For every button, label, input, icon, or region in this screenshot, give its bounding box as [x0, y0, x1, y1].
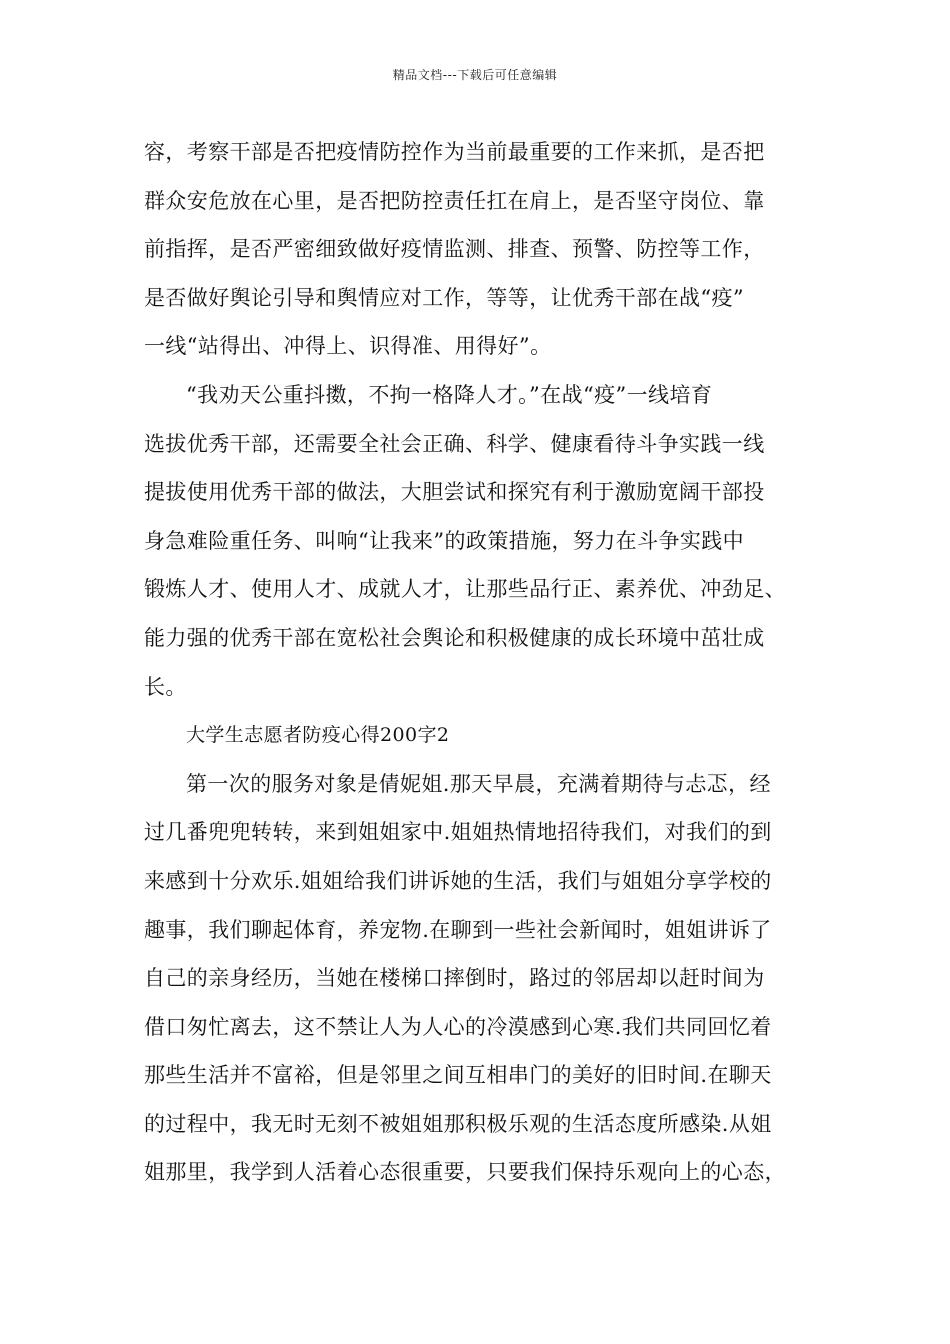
- paragraph-line: 的过程中，我无时无刻不被姐姐那积极乐观的生活态度所感染.从姐: [144, 1111, 772, 1136]
- paragraph-line: 借口匆忙离去，这不禁让人为人心的冷漠感到心寒.我们共同回忆着: [144, 1014, 772, 1039]
- paragraph-line: 身急难险重任务、叫响“让我来”的政策措施，努力在斗争实践中: [144, 528, 745, 553]
- paragraph-line: 第一次的服务对象是倩妮姐.那天早晨，充满着期待与忐忑，经: [186, 771, 771, 796]
- paragraph-line: 提拔使用优秀干部的做法，大胆尝试和探究有利于激励宽阔干部投: [144, 480, 765, 505]
- paragraph-line: 那些生活并不富裕，但是邻里之间互相串门的美好的旧时间.在聊天: [144, 1063, 772, 1088]
- paragraph-line: 容，考察干部是否把疫情防控作为当前最重要的工作来抓，是否把: [144, 140, 765, 164]
- paragraph-line: 自己的亲身经历，当她在楼梯口摔倒时，路过的邻居却以赶时间为: [144, 966, 765, 991]
- paragraph-line: 锻炼人才、使用人才、成就人才，让那些品行正、素养优、冲劲足、: [144, 577, 786, 602]
- paragraph-line: 群众安危放在心里，是否把防控责任扛在肩上，是否坚守岗位、靠: [144, 188, 765, 213]
- paragraph-line: 是否做好舆论引导和舆情应对工作，等等，让优秀干部在战“疫”: [144, 285, 745, 310]
- paragraph-line: 姐那里，我学到人活着心态很重要，只要我们保持乐观向上的心态，: [144, 1160, 786, 1185]
- paragraph-line: 趣事，我们聊起体育，养宠物.在聊到一些社会新闻时，姐姐讲诉了: [144, 917, 772, 942]
- section-heading: 大学生志愿者防疫心得200字2: [186, 724, 450, 747]
- paragraph-line: 前指挥，是否严密细致做好疫情监测、排查、预警、防控等工作，: [144, 237, 765, 262]
- paragraph-line: 能力强的优秀干部在宽松社会舆论和积极健康的成长环境中茁壮成: [144, 625, 765, 650]
- document-body: [144, 128, 806, 1197]
- paragraph-line: 过几番兜兜转转，来到姐姐家中.姐姐热情地招待我们，对我们的到: [144, 820, 772, 845]
- paragraph-line: 来感到十分欢乐.姐姐给我们讲诉她的生活，我们与姐姐分享学校的: [144, 868, 772, 893]
- page-header: 精品文档---下载后可任意编辑: [392, 68, 558, 82]
- paragraph-line: 一线“站得出、冲得上、识得准、用得好”。: [144, 334, 552, 359]
- paragraph-line: 长。: [144, 674, 187, 699]
- paragraph-line: “我劝天公重抖擞，不拘一格降人才。”在战“疫”一线培育: [186, 382, 713, 407]
- paragraph-line: 选拔优秀干部，还需要全社会正确、科学、健康看待斗争实践一线: [144, 431, 765, 456]
